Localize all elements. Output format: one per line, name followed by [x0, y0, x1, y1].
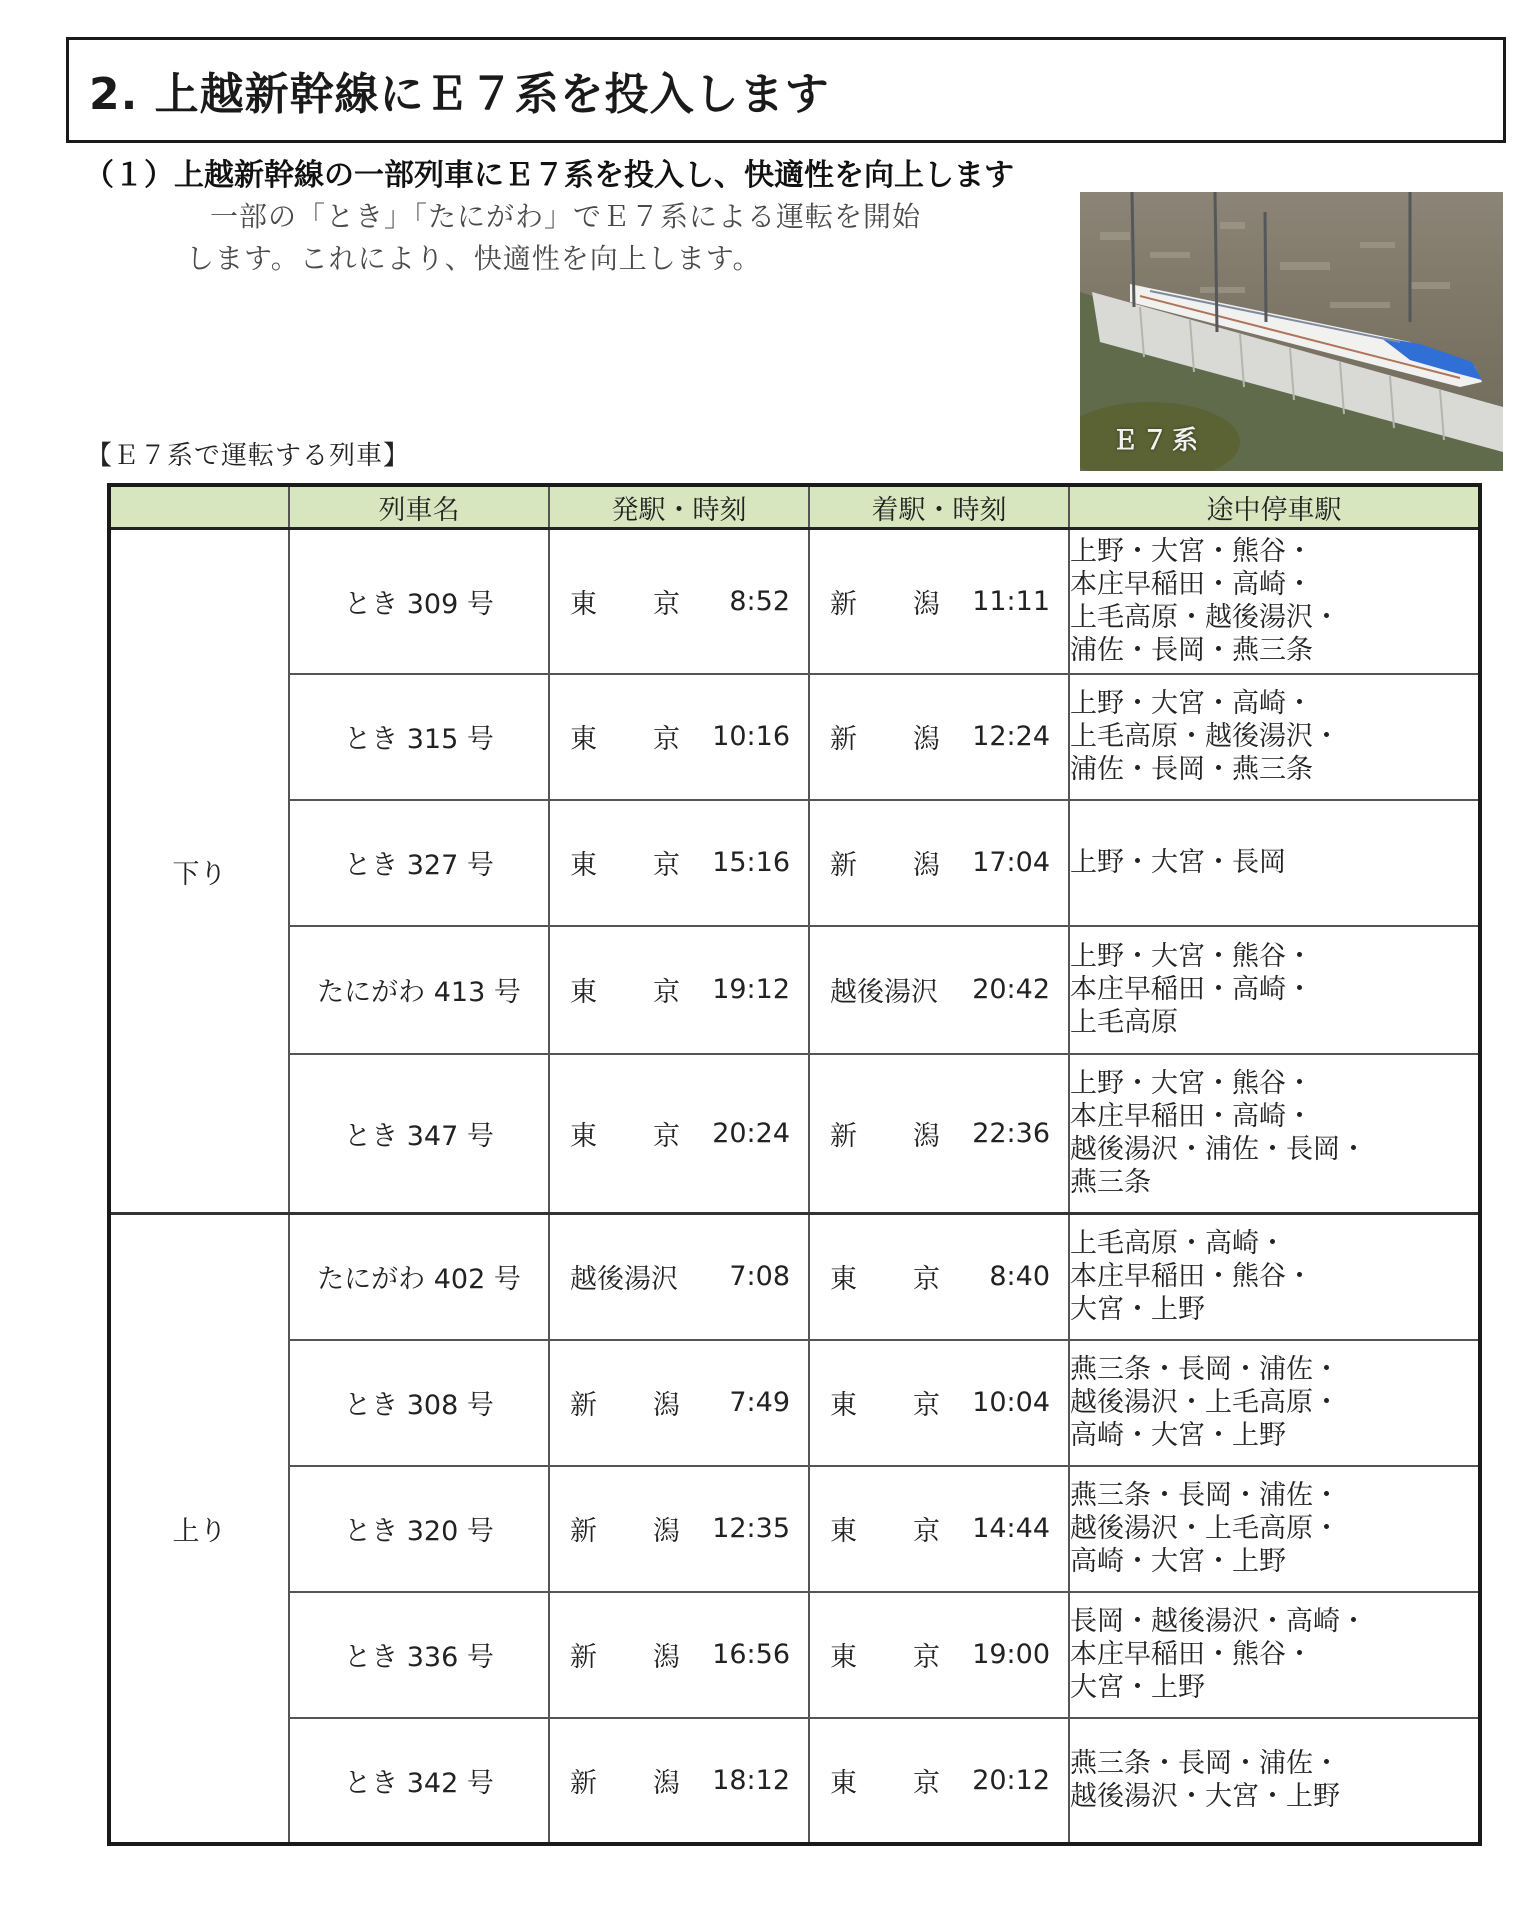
arrival-station-char: 京 — [913, 1642, 940, 1673]
stops-line: 本庄早稲田・高崎・ — [1070, 569, 1313, 601]
departure-time: 19:12 — [712, 974, 790, 1005]
table-row — [109, 1466, 1480, 1592]
arrival-station — [830, 582, 940, 621]
direction-cell: 上り — [109, 1214, 289, 1844]
arrival-cell — [809, 1718, 1069, 1844]
departure-station-char: 京 — [653, 1120, 680, 1152]
train-name-cell: とき 315 号 — [289, 674, 549, 800]
page-title: 2. 上越新幹線にＥ７系を投入します — [89, 69, 830, 120]
column-header-arrival: 着駅・時刻 — [809, 485, 1069, 529]
departure-station — [570, 1761, 680, 1800]
stops-line: 燕三条 — [1070, 1167, 1151, 1199]
departure-station-char: 京 — [653, 724, 680, 755]
arrival-time: 17:04 — [972, 847, 1050, 878]
stops-line: 本庄早稲田・高崎・ — [1070, 974, 1313, 1005]
arrival-station — [830, 1114, 940, 1153]
paragraph-line-2: します。これにより、快適性を向上します。 — [186, 242, 762, 275]
arrival-cell — [809, 800, 1069, 926]
table-row — [109, 1718, 1480, 1844]
departure-station-char: 東 — [570, 977, 597, 1008]
stops-line: 上毛高原・越後湯沢・ — [1070, 721, 1340, 752]
train-name-cell: とき 347 号 — [289, 1054, 549, 1214]
train-name-cell: とき 327 号 — [289, 800, 549, 926]
departure-cell — [549, 1214, 809, 1340]
train-name-cell: たにがわ 413 号 — [289, 926, 549, 1054]
stops-line: 長岡・越後湯沢・高崎・ — [1070, 1606, 1367, 1637]
paragraph-line-1: 一部の「とき」「たにがわ」でＥ７系による運転を開始 — [210, 200, 922, 233]
stops-line: 本庄早稲田・熊谷・ — [1070, 1261, 1313, 1293]
e7-train-table — [107, 483, 1482, 1846]
stops-line: 浦佐・長岡・燕三条 — [1070, 635, 1313, 667]
departure-cell — [549, 674, 809, 800]
train-name-cell: とき 309 号 — [289, 529, 549, 674]
departure-station-char: 東 — [570, 850, 597, 881]
arrival-station-char: 潟 — [913, 724, 940, 755]
departure-station-char: 潟 — [653, 1767, 680, 1799]
stops-line: 上毛高原・越後湯沢・ — [1070, 602, 1340, 634]
stops-line: 高崎・大宮・上野 — [1070, 1546, 1286, 1577]
table-caption: 【Ｅ７系で運転する列車】 — [86, 441, 411, 471]
arrival-time: 12:24 — [972, 721, 1050, 752]
arrival-cell — [809, 926, 1069, 1054]
arrival-station-char: 潟 — [913, 588, 940, 620]
stops-line: 燕三条・長岡・浦佐・ — [1070, 1480, 1340, 1511]
departure-cell — [549, 1466, 809, 1592]
arrival-station-char: 京 — [913, 1264, 940, 1296]
arrival-cell — [809, 1054, 1069, 1214]
arrival-station-char: 東 — [830, 1642, 857, 1673]
stops-cell — [1069, 926, 1480, 1054]
departure-station — [570, 1509, 680, 1548]
departure-station-char: 潟 — [653, 1390, 680, 1421]
arrival-station — [830, 1257, 940, 1296]
departure-time: 20:24 — [712, 1117, 790, 1149]
departure-cell — [549, 1054, 809, 1214]
departure-station-char: 京 — [653, 977, 680, 1008]
train-name-cell: とき 336 号 — [289, 1592, 549, 1718]
departure-station — [570, 582, 680, 621]
stops-cell — [1069, 1592, 1480, 1718]
stops-cell — [1069, 1054, 1480, 1214]
stops-line: 越後湯沢・大宮・上野 — [1070, 1781, 1340, 1812]
arrival-cell — [809, 1340, 1069, 1466]
direction-cell: 下り — [109, 529, 289, 1214]
departure-station-char: 越後湯沢 — [570, 1264, 678, 1296]
stops-cell — [1069, 674, 1480, 800]
train-name-cell: とき 320 号 — [289, 1466, 549, 1592]
arrival-station — [830, 1761, 940, 1800]
arrival-station — [830, 1383, 940, 1422]
stops-line: 浦佐・長岡・燕三条 — [1070, 754, 1313, 785]
arrival-station-char: 潟 — [913, 1120, 940, 1152]
arrival-station — [830, 843, 940, 882]
arrival-station-char: 京 — [913, 1767, 940, 1799]
departure-time: 7:49 — [729, 1387, 790, 1418]
arrival-station-char: 潟 — [913, 850, 940, 881]
stops-cell — [1069, 800, 1480, 926]
stops-line: 上野・大宮・熊谷・ — [1070, 536, 1313, 568]
arrival-station-char: 京 — [913, 1390, 940, 1421]
stops-cell — [1069, 1214, 1480, 1340]
arrival-station-char: 東 — [830, 1767, 857, 1799]
arrival-station-char: 新 — [830, 588, 857, 620]
column-header-train-name: 列車名 — [289, 485, 549, 529]
train-name-cell: とき 308 号 — [289, 1340, 549, 1466]
arrival-station-char: 京 — [913, 1516, 940, 1547]
departure-station-char: 潟 — [653, 1642, 680, 1673]
arrival-station-char: 新 — [830, 850, 857, 881]
departure-station — [570, 1114, 680, 1153]
departure-cell — [549, 926, 809, 1054]
table-row — [109, 1214, 1480, 1340]
stops-line: 高崎・大宮・上野 — [1070, 1420, 1286, 1451]
table-row — [109, 926, 1480, 1054]
arrival-time: 8:40 — [989, 1261, 1050, 1293]
photo-caption: Ｅ７系 — [1112, 426, 1203, 456]
arrival-time: 11:11 — [972, 585, 1050, 617]
column-header-departure: 発駅・時刻 — [549, 485, 809, 529]
stops-line: 越後湯沢・上毛高原・ — [1070, 1387, 1340, 1418]
stops-line: 上毛高原・高崎・ — [1070, 1228, 1286, 1260]
arrival-time: 22:36 — [972, 1117, 1050, 1149]
departure-station — [570, 1635, 680, 1674]
arrival-station — [830, 1635, 940, 1674]
departure-station-char: 東 — [570, 1120, 597, 1152]
stops-cell — [1069, 1340, 1480, 1466]
departure-station-char: 新 — [570, 1642, 597, 1673]
departure-time: 7:08 — [729, 1261, 790, 1293]
departure-station-char: 新 — [570, 1767, 597, 1799]
arrival-station-char: 東 — [830, 1390, 857, 1421]
departure-cell — [549, 529, 809, 674]
departure-station-char: 京 — [653, 850, 680, 881]
departure-station-char: 東 — [570, 724, 597, 755]
stops-line: 燕三条・長岡・浦佐・ — [1070, 1748, 1340, 1779]
arrival-station-char: 東 — [830, 1264, 857, 1296]
arrival-cell — [809, 529, 1069, 674]
departure-station — [570, 1383, 680, 1422]
arrival-station-char: 越後湯沢 — [830, 977, 938, 1008]
departure-station-char: 東 — [570, 588, 597, 620]
stops-cell — [1069, 1718, 1480, 1844]
arrival-time: 19:00 — [972, 1639, 1050, 1670]
stops-line: 大宮・上野 — [1070, 1672, 1205, 1703]
departure-station — [570, 717, 680, 756]
departure-time: 8:52 — [729, 585, 790, 617]
arrival-cell — [809, 1466, 1069, 1592]
table-row — [109, 674, 1480, 800]
departure-cell — [549, 800, 809, 926]
departure-station-char: 潟 — [653, 1516, 680, 1547]
table-row — [109, 1340, 1480, 1466]
arrival-station-char: 東 — [830, 1516, 857, 1547]
table-row — [109, 800, 1480, 926]
column-header-stops: 途中停車駅 — [1069, 485, 1480, 529]
arrival-station — [830, 970, 950, 1009]
table-row — [109, 1054, 1480, 1214]
departure-time: 16:56 — [712, 1639, 790, 1670]
stops-line: 上野・大宮・長岡 — [1070, 847, 1286, 878]
description-paragraph — [186, 196, 1026, 280]
train-name-cell: とき 342 号 — [289, 1718, 549, 1844]
departure-time: 10:16 — [712, 721, 790, 752]
stops-line: 本庄早稲田・熊谷・ — [1070, 1639, 1313, 1670]
departure-station-char: 京 — [653, 588, 680, 620]
arrival-station-char: 新 — [830, 1120, 857, 1152]
stops-line: 上野・大宮・熊谷・ — [1070, 1068, 1313, 1100]
arrival-station — [830, 1509, 940, 1548]
table-row — [109, 529, 1480, 674]
subsection-heading: （１）上越新幹線の一部列車にＥ７系を投入し、快適性を向上します — [84, 158, 1014, 193]
departure-time: 18:12 — [712, 1764, 790, 1796]
departure-time: 12:35 — [712, 1513, 790, 1544]
arrival-cell — [809, 674, 1069, 800]
departure-time: 15:16 — [712, 847, 790, 878]
departure-cell — [549, 1340, 809, 1466]
stops-line: 越後湯沢・上毛高原・ — [1070, 1513, 1340, 1544]
departure-station — [570, 1257, 690, 1296]
stops-line: 越後湯沢・浦佐・長岡・ — [1070, 1134, 1367, 1166]
departure-station-char: 新 — [570, 1516, 597, 1547]
train-name-cell: たにがわ 402 号 — [289, 1214, 549, 1340]
e7-train-photo — [1080, 192, 1503, 471]
arrival-cell — [809, 1214, 1069, 1340]
departure-cell — [549, 1718, 809, 1844]
stops-line: 本庄早稲田・高崎・ — [1070, 1101, 1313, 1133]
departure-cell — [549, 1592, 809, 1718]
stops-line: 上毛高原 — [1070, 1007, 1178, 1038]
arrival-station — [830, 717, 940, 756]
departure-station — [570, 843, 680, 882]
stops-line: 燕三条・長岡・浦佐・ — [1070, 1354, 1340, 1385]
arrival-cell — [809, 1592, 1069, 1718]
table-row — [109, 1592, 1480, 1718]
stops-line: 上野・大宮・高崎・ — [1070, 688, 1313, 719]
table-header-row — [109, 485, 1480, 529]
stops-line: 上野・大宮・熊谷・ — [1070, 941, 1313, 972]
column-header-direction — [109, 485, 289, 529]
stops-cell — [1069, 1466, 1480, 1592]
departure-station-char: 新 — [570, 1390, 597, 1421]
departure-station — [570, 970, 680, 1009]
arrival-time: 10:04 — [972, 1387, 1050, 1418]
arrival-time: 20:12 — [972, 1764, 1050, 1796]
section-title-box — [66, 37, 1506, 143]
stops-line: 大宮・上野 — [1070, 1294, 1205, 1326]
arrival-station-char: 新 — [830, 724, 857, 755]
arrival-time: 14:44 — [972, 1513, 1050, 1544]
stops-cell — [1069, 529, 1480, 674]
arrival-time: 20:42 — [972, 974, 1050, 1005]
